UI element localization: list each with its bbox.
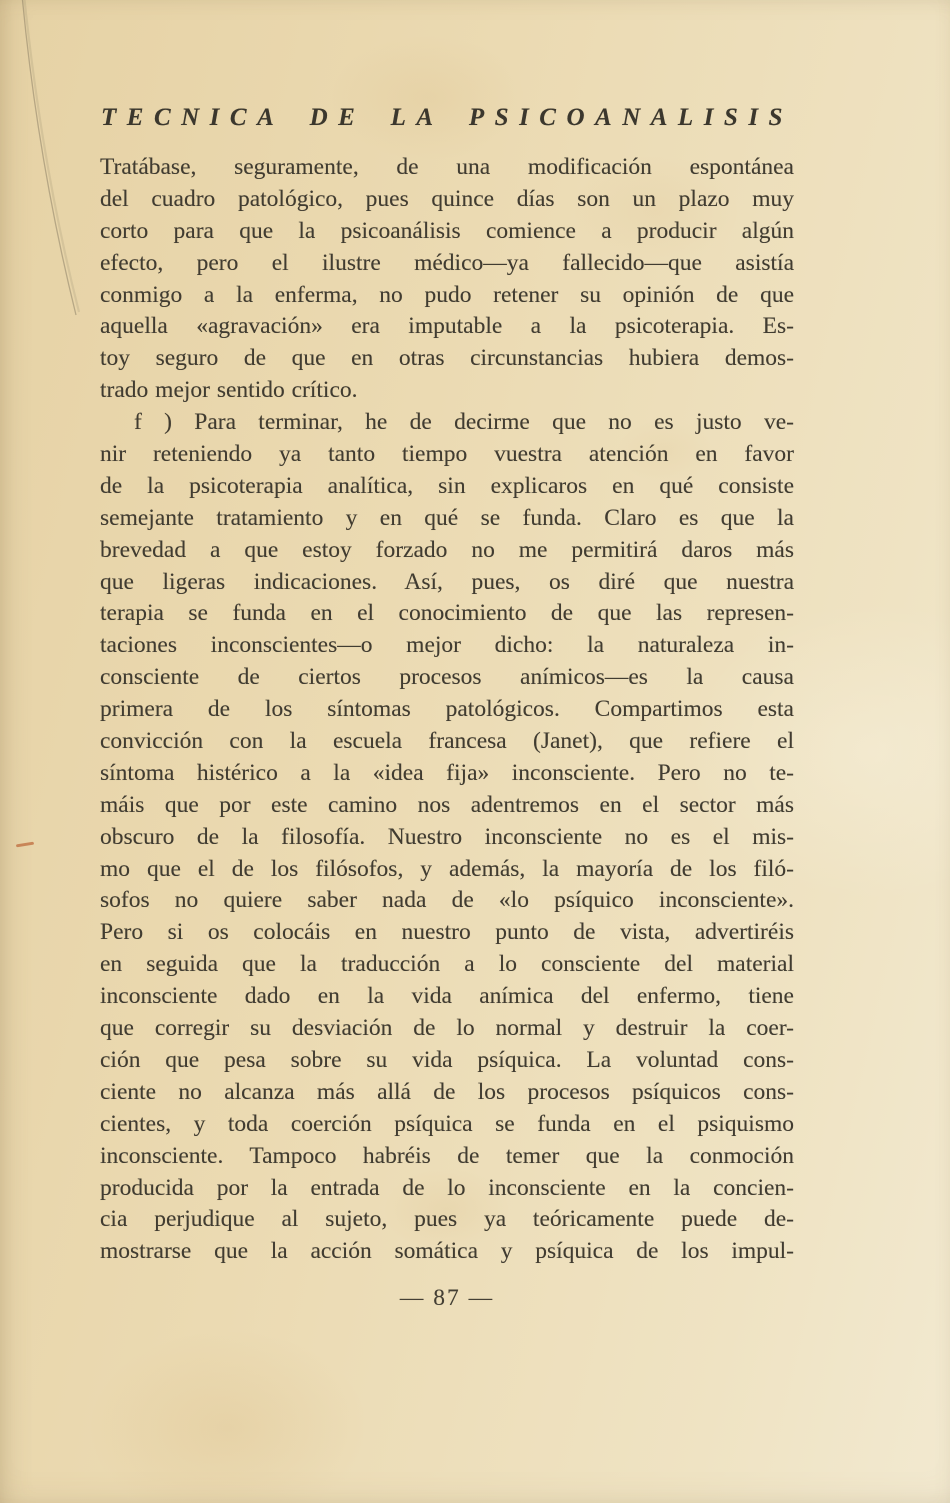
text-line: consciente de ciertos procesos anímicos—es la causa bbox=[100, 664, 794, 691]
text-line: obscuro de la filosofía. Nuestro inconsciente no es el mis- bbox=[100, 823, 794, 850]
text-line: terapia se funda en el conocimiento de que las represen- bbox=[100, 600, 794, 627]
text-line: nir reteniendo ya tanto tiempo vuestra atención en favor bbox=[100, 441, 794, 468]
body-text bbox=[100, 152, 794, 1268]
page-number: — 87 — bbox=[399, 1285, 495, 1311]
text-line: semejante tratamiento y en qué se funda. Claro es que la bbox=[100, 504, 794, 531]
text-line: brevedad a que estoy forzado no me permitirá daros más bbox=[100, 536, 794, 563]
text-line: conmigo a la enferma, no pudo retener su opinión de que bbox=[100, 281, 794, 308]
text-line: f ) Para terminar, he de decirme que no es justo ve- bbox=[134, 409, 794, 436]
text-line: ción que pesa sobre su vida psíquica. La voluntad cons- bbox=[100, 1046, 794, 1073]
text-line: en seguida que la traducción a lo consciente del material bbox=[100, 951, 794, 978]
running-header-word: TECNICA bbox=[101, 104, 285, 131]
text-line: de la psicoterapia analítica, sin explicaros en qué consiste bbox=[100, 472, 794, 499]
text-line: ciente no alcanza más allá de los procesos psíquicos cons- bbox=[100, 1078, 794, 1105]
text-line: taciones inconscientes—o mejor dicho: la naturaleza in- bbox=[100, 632, 794, 659]
text-line: cia perjudique al sujeto, pues ya teóricamente puede de- bbox=[100, 1206, 794, 1233]
text-line: del cuadro patológico, pues quince días son un plazo muy bbox=[100, 185, 794, 212]
running-header-word: LA bbox=[390, 104, 444, 131]
text-line: cientes, y toda coerción psíquica se funda en el psiquismo bbox=[100, 1110, 794, 1137]
text-line: máis que por este camino nos adentremos en el sector más bbox=[100, 791, 794, 818]
text-line: toy seguro de que en otras circunstancias hubiera demos- bbox=[100, 345, 794, 372]
text-line: que corregir su desviación de lo normal y destruir la coer- bbox=[100, 1015, 794, 1042]
running-header-word: DE bbox=[309, 104, 366, 131]
text-line: aquella «agravación» era imputable a la psicoterapia. Es- bbox=[100, 313, 794, 340]
text-line: convicción con la escuela francesa (Janet), que refiere el bbox=[100, 728, 794, 755]
running-header bbox=[101, 104, 793, 132]
red-pencil-mark bbox=[16, 842, 34, 848]
running-header-word: PSICOANALISIS bbox=[468, 104, 793, 131]
text-line: producida por la entrada de lo inconsciente en la concien- bbox=[100, 1174, 794, 1201]
text-line: Tratábase, seguramente, de una modificación espontánea bbox=[100, 154, 794, 180]
text-line: que ligeras indicaciones. Así, pues, os diré que nuestra bbox=[100, 568, 794, 595]
text-line: inconsciente dado en la vida anímica del enfermo, tiene bbox=[100, 983, 794, 1010]
text-line: efecto, pero el ilustre médico—ya fallecido—que asistía bbox=[100, 249, 794, 276]
text-line: sofos no quiere saber nada de «lo psíquico inconsciente». bbox=[100, 887, 794, 914]
text-line: síntoma histérico a la «idea fija» inconsciente. Pero no te- bbox=[100, 759, 794, 786]
text-line: trado mejor sentido crítico. bbox=[100, 377, 358, 404]
text-line: Pero si os colocáis en nuestro punto de vista, advertiréis bbox=[100, 919, 794, 946]
text-line: corto para que la psicoanálisis comience a producir algún bbox=[100, 217, 794, 244]
text-line: mostrarse que la acción somática y psíquica de los impul- bbox=[100, 1238, 794, 1265]
text-line: mo que el de los filósofos, y además, la mayoría de los filó- bbox=[100, 855, 794, 882]
text-line: inconsciente. Tampoco habréis de temer que la conmoción bbox=[100, 1142, 794, 1169]
text-line: primera de los síntomas patológicos. Compartimos esta bbox=[100, 696, 794, 723]
